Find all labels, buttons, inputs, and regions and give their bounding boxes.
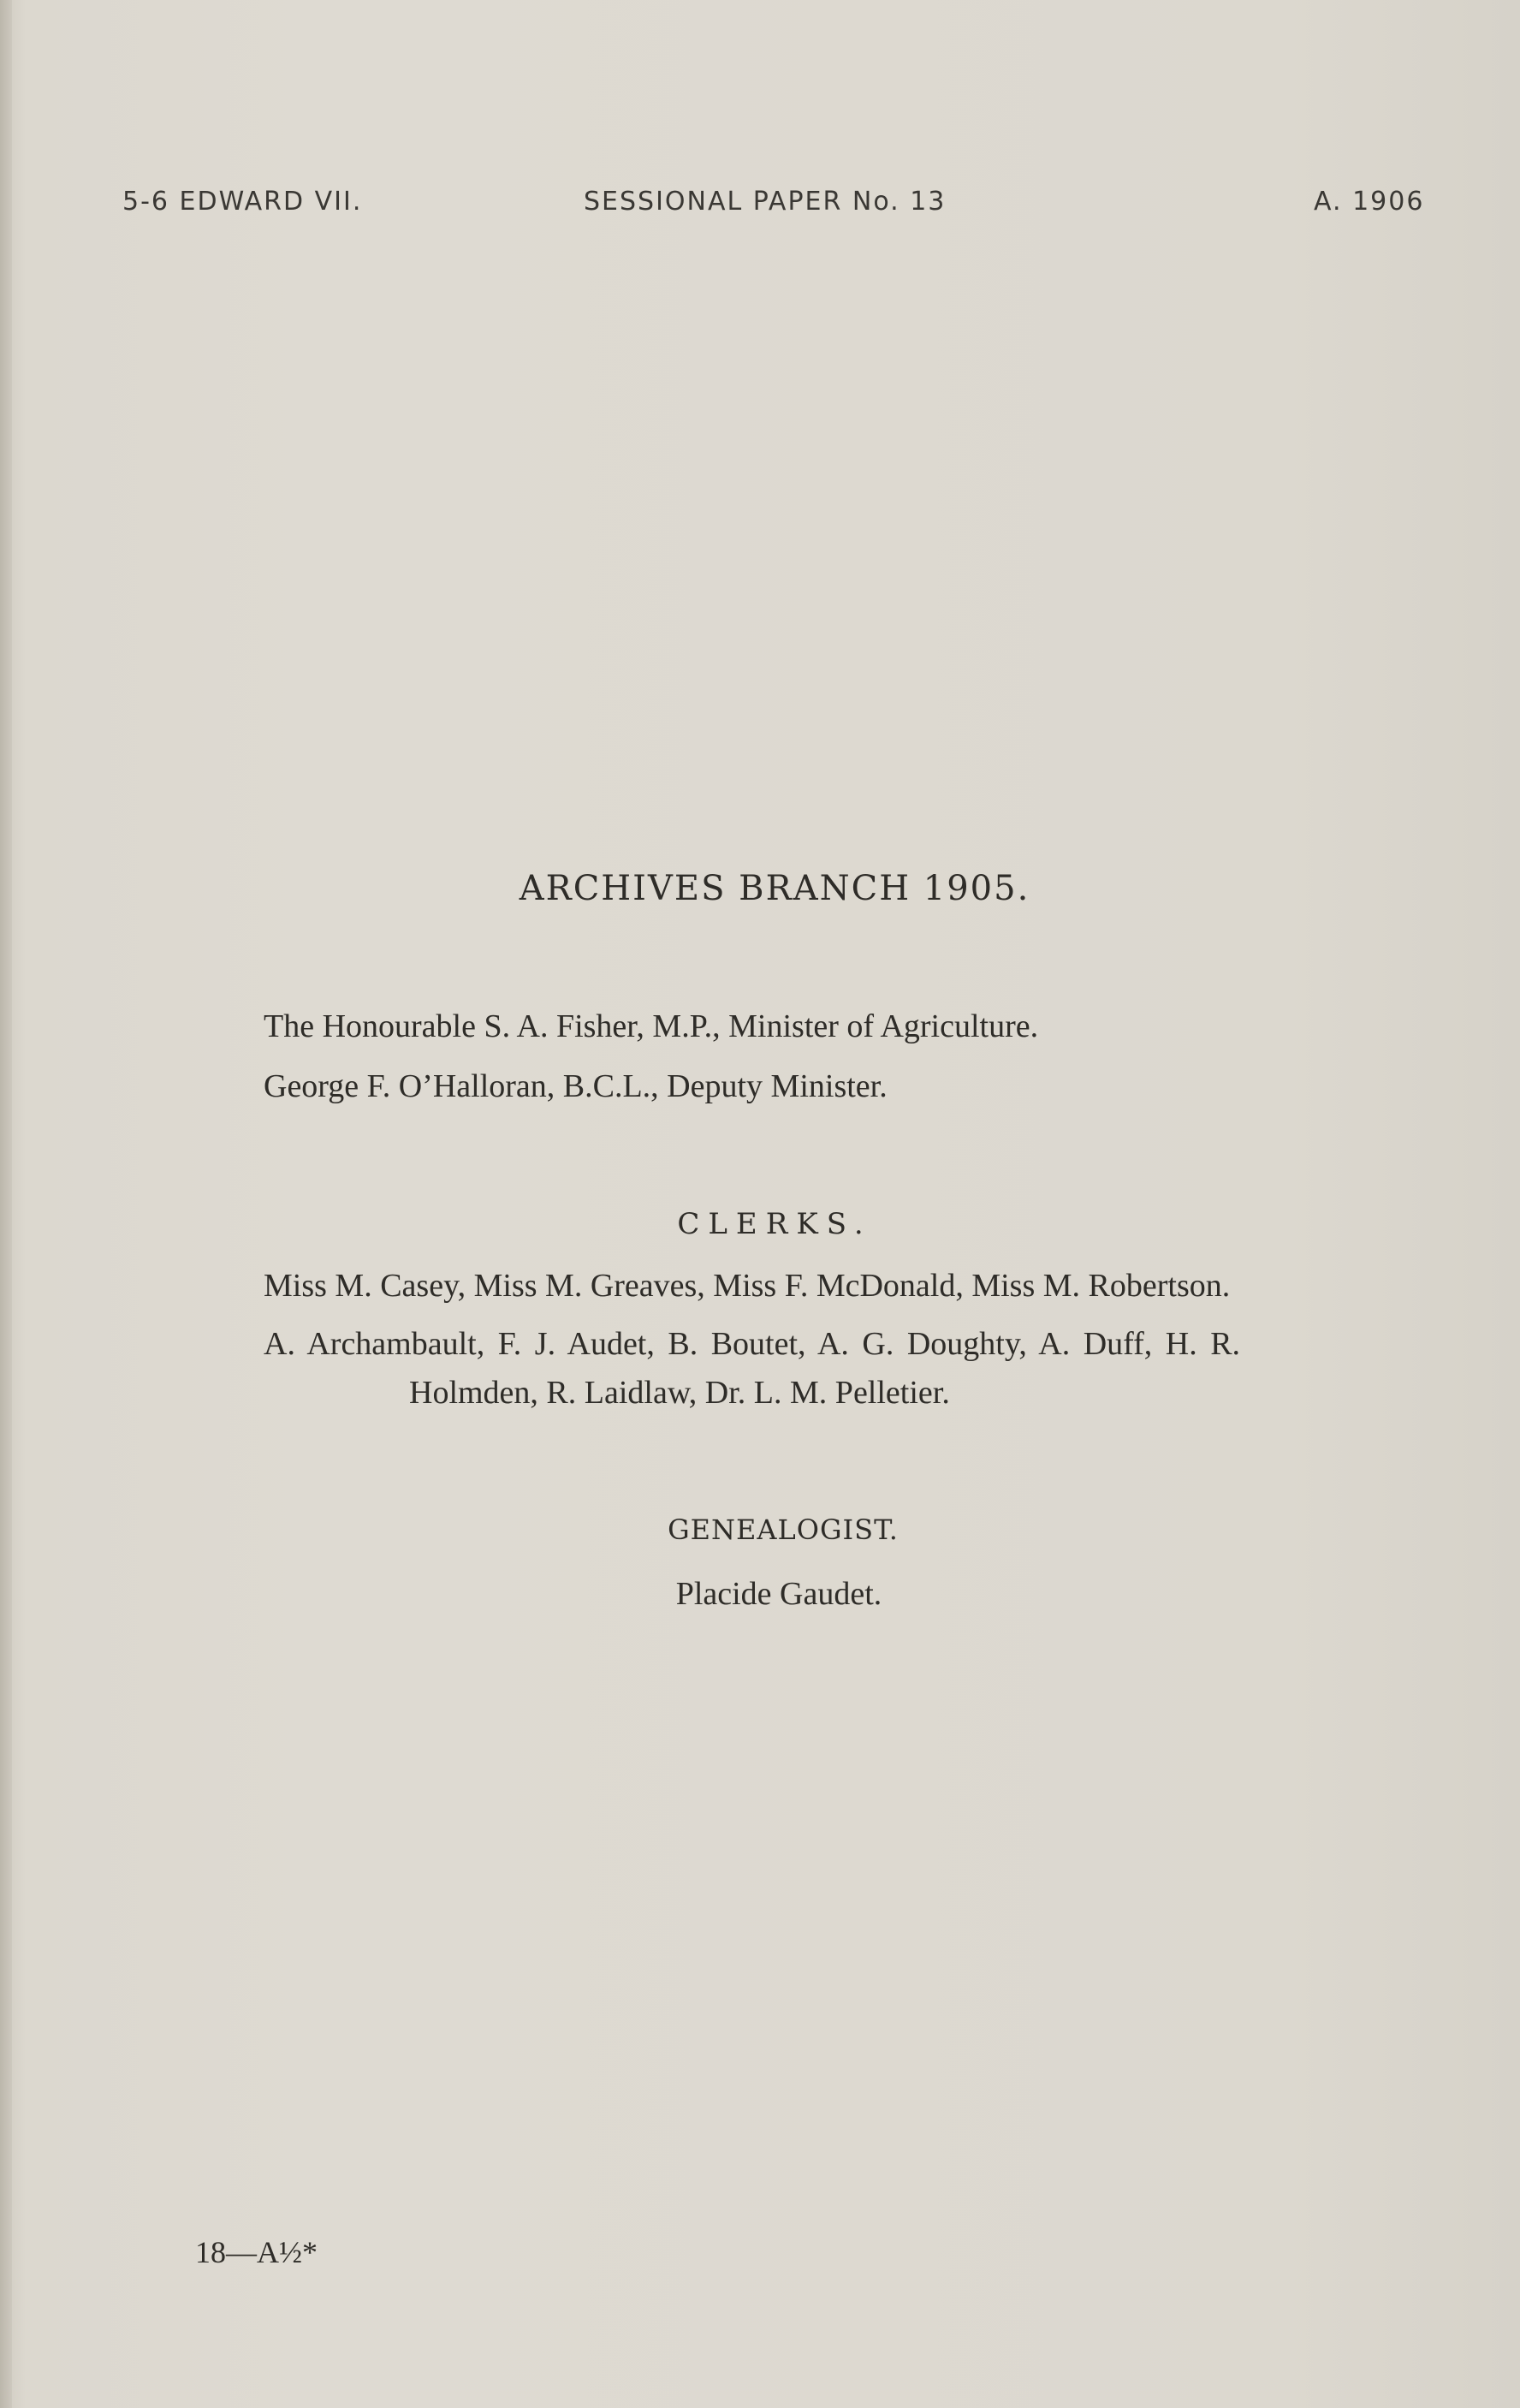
page-binding-edge xyxy=(0,0,12,2408)
header-year: A. 1906 xyxy=(1314,187,1425,217)
clerks-list-line-2: A. Archambault, F. J. Audet, B. Boutet, A. G. Doughty, A. Duff, H. R. xyxy=(264,1326,1241,1362)
header-regnal-year: 5-6 EDWARD VII. xyxy=(122,187,363,217)
signature-mark: 18—A½* xyxy=(195,2235,318,2269)
clerks-list-line-3: Holmden, R. Laidlaw, Dr. L. M. Pelletier. xyxy=(409,1375,950,1411)
minister-line: The Honourable S. A. Fisher, M.P., Minister of Agriculture. xyxy=(264,1008,1039,1044)
page-title: ARCHIVES BRANCH 1905. xyxy=(519,869,1030,908)
genealogist-heading: GENEALOGIST. xyxy=(668,1513,899,1546)
clerks-heading: CLERKS. xyxy=(677,1207,872,1241)
genealogist-name: Placide Gaudet. xyxy=(675,1576,882,1612)
deputy-minister-line: George F. O’Halloran, B.C.L., Deputy Minister. xyxy=(264,1068,888,1104)
header-sessional-paper: SESSIONAL PAPER No. 13 xyxy=(584,187,947,217)
clerks-list-line-1: Miss M. Casey, Miss M. Greaves, Miss F. McDonald, Miss M. Robertson. xyxy=(264,1268,1231,1304)
